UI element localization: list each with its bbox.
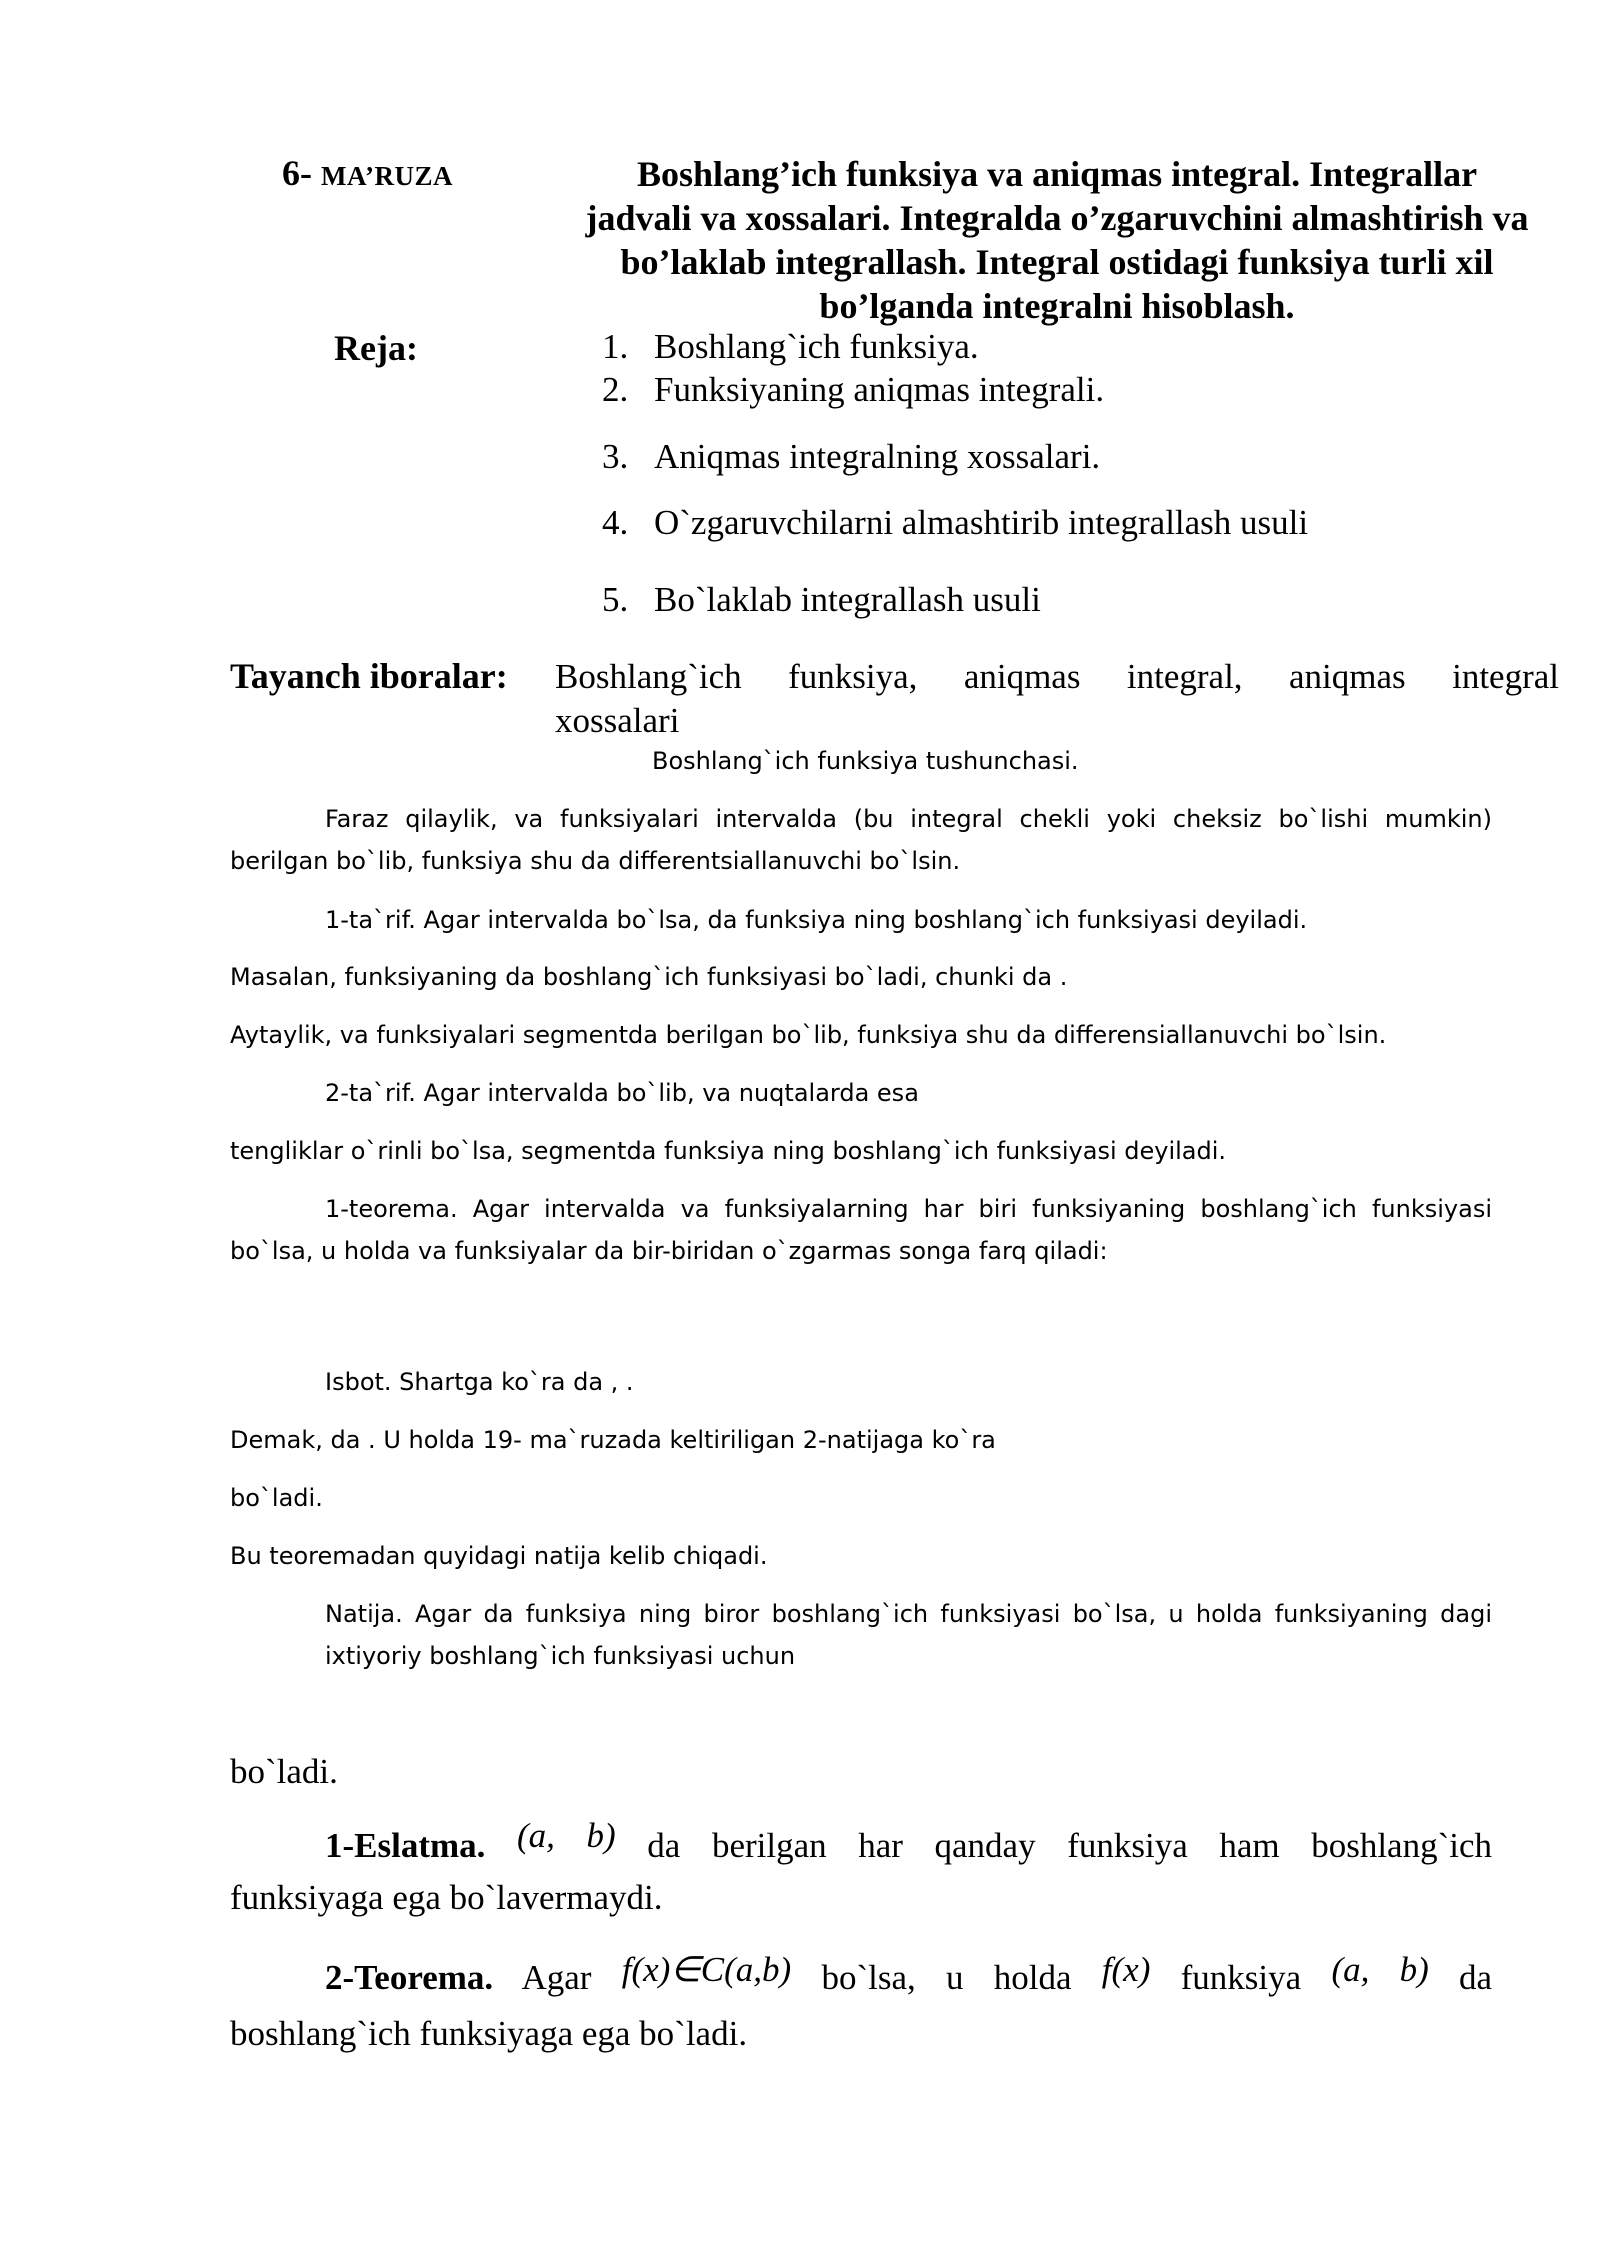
proof: Isbot. Shartga ko`ra da , . — [325, 1368, 634, 1396]
paragraph-line: bo`ladi. — [230, 1484, 323, 1512]
note-1-line: funksiyaga ega bo`lavermaydi. — [230, 1878, 663, 1917]
math-interval: (a, b) — [517, 1816, 616, 1855]
corollary-line: ixtiyoriy boshlang`ich funksiyasi uchun — [325, 1642, 796, 1670]
paragraph-line: Bu teoremadan quyidagi natija kelib chiqadi. — [230, 1542, 768, 1570]
keywords-label: Tayanch iboralar: — [230, 656, 508, 696]
title-line: bo’lganda integralni hisoblash. — [819, 286, 1295, 326]
math-expression: f(x)∈C(a,b) — [621, 1950, 792, 1989]
theorem-2-line: boshlang`ich funksiyaga ega bo`ladi. — [230, 2014, 748, 2053]
lecture-word: MA’RUZA — [321, 161, 453, 191]
paragraph-line: berilgan bo`lib, funksiya shu da differentsiallanuvchi bo`lsin. — [230, 847, 961, 875]
theorem-2 — [230, 1950, 1492, 2062]
title-line: bo’laklab integrallash. Integral ostidagi funksiya turli xil — [620, 242, 1494, 282]
theorem-2-line: 2-Teorema. Agar f(x)∈C(a,b) bo`lsa, u holda f(x) funksiya (a, b) da — [325, 1950, 1493, 1997]
corollary-line: Natija. Agar da funksiya ning biror boshlang`ich funksiyasi bo`lsa, u holda funksiyaning dagi — [325, 1600, 1492, 1628]
paragraph-line: Aytaylik, va funksiyalari segmentda berilgan bo`lib, funksiya shu da differensiallanuvchi bo`lsin. — [230, 1021, 1387, 1049]
keywords-text: Boshlang`ich funksiya, aniqmas integral, aniqmas integral xossalari — [555, 657, 1559, 740]
lecture-label — [282, 152, 453, 194]
plan-item: 4. O`zgaruvchilarni almashtirib integrallash usuli — [602, 503, 1309, 542]
plan-item: 2. Funksiyaning aniqmas integrali. — [602, 370, 1105, 409]
plan-item: 3. Aniqmas integralning xossalari. — [602, 437, 1101, 476]
definition-2-cont: tengliklar o`rinli bo`lsa, segmentda funksiya ning boshlang`ich funksiyasi deyiladi. — [230, 1137, 1227, 1165]
definition-2: 2-ta`rif. Agar intervalda bo`lib, va nuqtalarda esa — [325, 1079, 919, 1107]
lecture-title — [555, 152, 1559, 328]
example: Masalan, funksiyaning da boshlang`ich funksiyasi bo`ladi, chunki da . — [230, 963, 1068, 991]
paragraph-line: bo`ladi. — [230, 1752, 338, 1791]
lecture-number: 6- — [282, 153, 312, 193]
paragraph-line: Demak, da . U holda 19- ma`ruzada keltiriligan 2-natijaga ko`ra — [230, 1426, 996, 1454]
theorem-1-line: 1-teorema. Agar intervalda va funksiyalarning har biri funksiyaning boshlang`ich funksiyasi — [325, 1195, 1492, 1223]
note-1 — [230, 1816, 1492, 1924]
section-heading: Boshlang`ich funksiya tushunchasi. — [652, 747, 1079, 775]
plan-label: Reja: — [334, 328, 418, 368]
plan-item: 1. Boshlang`ich funksiya. — [602, 327, 979, 366]
note-1-label: 1-Eslatma. — [325, 1826, 486, 1865]
math-expression: f(x) — [1101, 1950, 1151, 1989]
title-line: jadvali va xossalari. Integralda o’zgaruvchini almashtirish va — [585, 198, 1529, 238]
paragraph-line: Faraz qilaylik, va funksiyalari intervalda (bu integral chekli yoki cheksiz bo`lishi mumkin) — [325, 805, 1492, 833]
math-interval: (a, b) — [1331, 1950, 1429, 1989]
definition-1: 1-ta`rif. Agar intervalda bo`lsa, da funksiya ning boshlang`ich funksiyasi deyiladi. — [325, 906, 1308, 934]
theorem-2-label: 2-Teorema. — [325, 1958, 494, 1997]
title-line: Boshlang’ich funksiya va aniqmas integral. Integrallar — [636, 154, 1478, 194]
theorem-1-line: bo`lsa, u holda va funksiyalar da bir-biridan o`zgarmas songa farq qiladi: — [230, 1237, 1108, 1265]
note-1-line: 1-Eslatma. (a, b) da berilgan har qanday funksiya ham boshlang`ich — [325, 1816, 1492, 1865]
plan-item: 5. Bo`laklab integrallash usuli — [602, 580, 1041, 619]
